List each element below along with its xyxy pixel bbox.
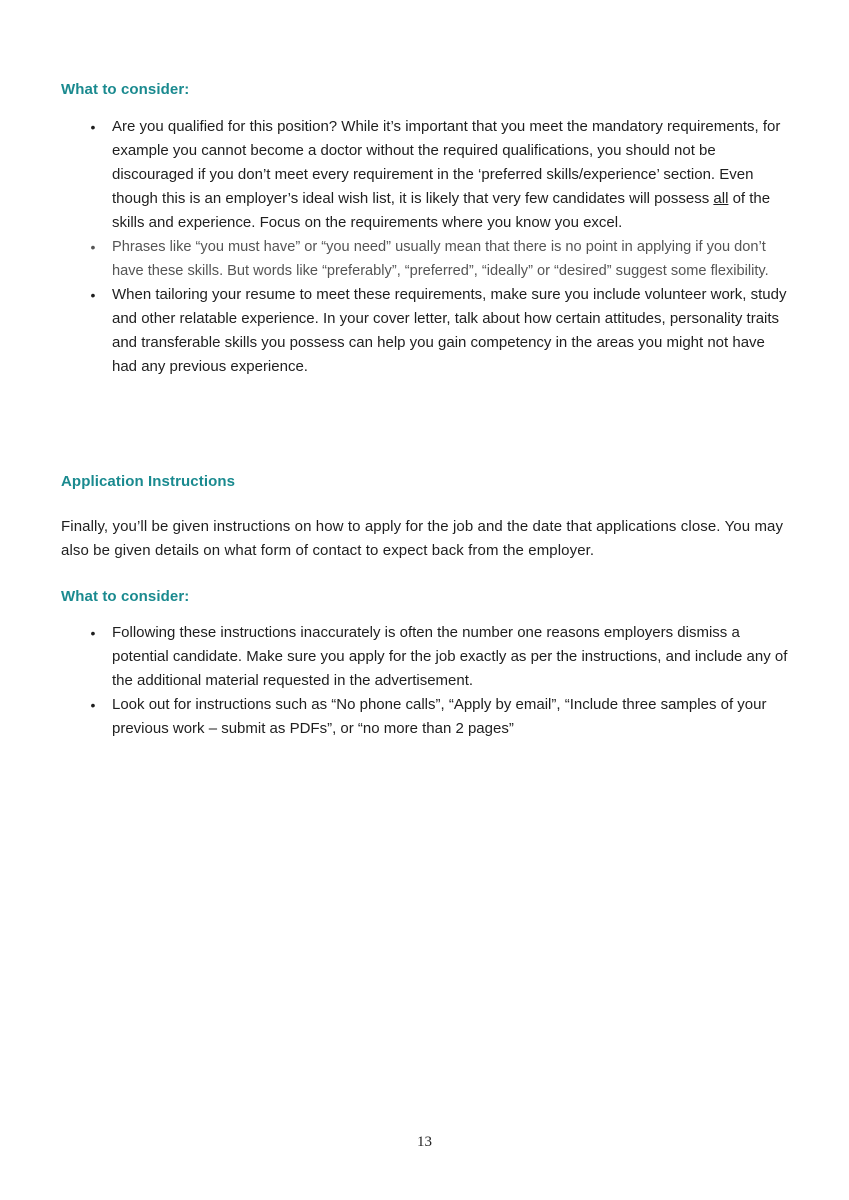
list-item (88, 621, 788, 693)
bullet-text: Following these instructions inaccurately is often the number one reasons employers dismiss a potential candidate. Make sure you apply for the job exactly as per the instructions, and include any of the additional material requested in the advertisement. (112, 624, 788, 689)
consider-list (88, 115, 788, 379)
section-heading-what-to-consider: What to consider: (61, 81, 190, 98)
section-heading-what-to-consider-2: What to consider: (61, 588, 190, 605)
bullet-icon: • (90, 287, 96, 303)
bullet-icon: • (90, 697, 96, 713)
bullet-icon: • (90, 119, 96, 135)
bullet-text: Phrases like “you must have” or “you need” usually mean that there is no point in applying if you don’t have these skills. But words like “preferably”, “preferred”, “ideally” or “desired” suggest some flexibility. (112, 239, 769, 279)
list-item (88, 235, 788, 283)
instructions-consider-list (88, 621, 788, 741)
bullet-icon: • (90, 625, 96, 641)
bullet-text: When tailoring your resume to meet these requirements, make sure you include volunteer work, study and other relatable experience. In your cover letter, talk about how certain attitudes, personality traits and transferable skills you possess can help you gain competency in the areas you might not have had any previous experience. (112, 286, 787, 375)
bullet-icon: • (90, 239, 96, 255)
list-item (88, 115, 788, 235)
bullet-text: Look out for instructions such as “No phone calls”, “Apply by email”, “Include three samples of your previous work – submit as PDFs”, or “no more than 2 pages” (112, 696, 767, 737)
section-heading-application-instructions: Application Instructions (61, 473, 236, 490)
list-item (88, 283, 788, 379)
list-item (88, 693, 788, 741)
page-number: 13 (417, 1134, 432, 1150)
application-instructions-paragraph: Finally, you’ll be given instructions on how to apply for the job and the date that applications close. You may also be given details on what form of contact to expect back from the employer. (61, 518, 784, 559)
bullet-text: Are you qualified for this position? While it’s important that you meet the mandatory requirements, for example you cannot become a doctor without the required qualifications, you should not be discouraged if you don’t meet every requirement in the ‘preferred skills/experience’ section. Even though this is an employer’s ideal wish list, it is likely that very few candidates will possess all of the skills and experience. Focus on the requirements where you know you excel. (112, 118, 781, 231)
emphasis-text: all (713, 190, 729, 207)
